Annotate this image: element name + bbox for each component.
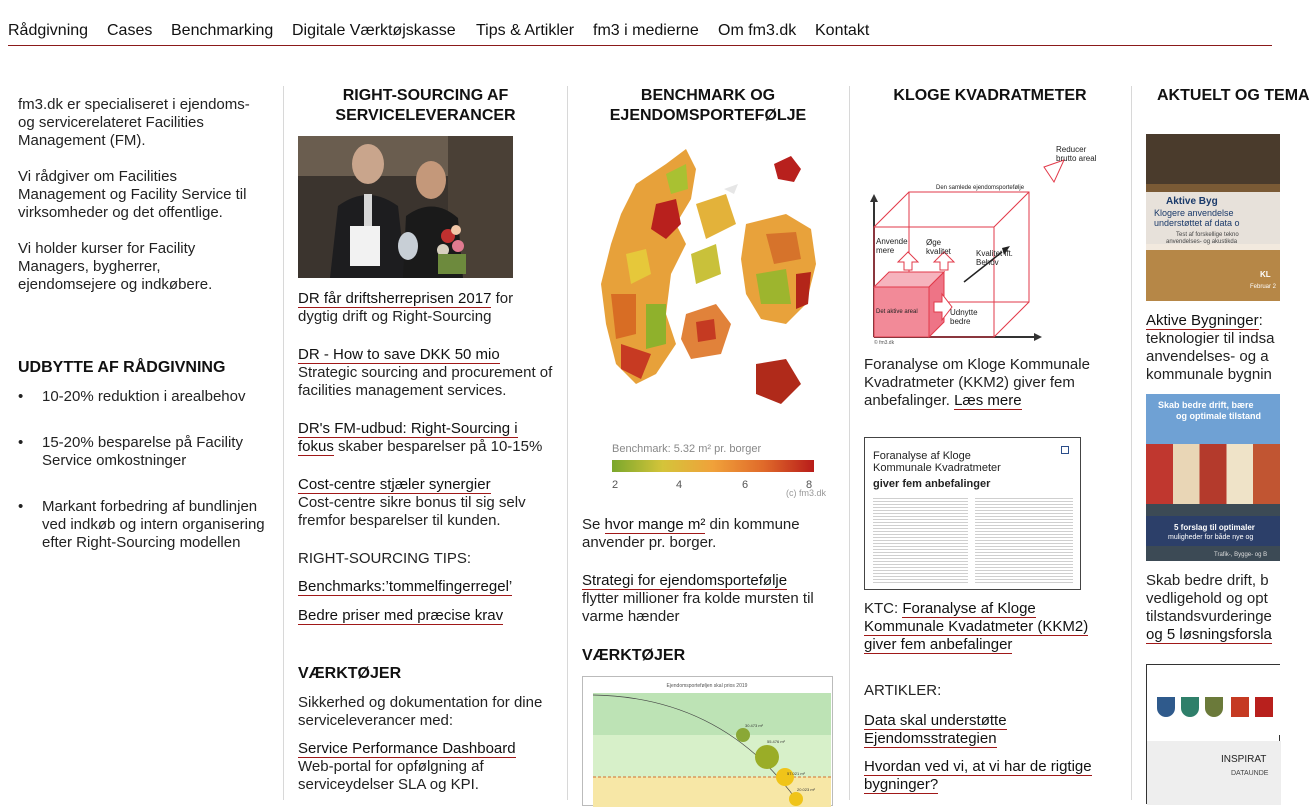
skab-bedre-drift-image[interactable] — [1146, 394, 1280, 561]
legend-tick: 4 — [676, 479, 683, 491]
benefit-text: Markant forbedring af bundlinjen ved indkøb og intern organisering efter Right-Sourcing modellen — [42, 498, 265, 551]
diagram-label: mere — [876, 246, 895, 255]
article-dr-fm-udbud — [298, 420, 556, 456]
diagram-label: kvalitet — [926, 247, 951, 256]
nav-tips-artikler[interactable]: Tips & Artikler — [476, 22, 575, 39]
nav-benchmarking[interactable]: Benchmarking — [171, 22, 274, 39]
portfolio-chart-thumbnail[interactable] — [582, 676, 833, 806]
article-dr-driftsherreprisen — [298, 290, 548, 326]
column-benchmark — [582, 86, 840, 800]
bubble-label: 57.021 m² — [787, 771, 806, 776]
diagram-label: Reducer — [1056, 145, 1087, 154]
kkm2-paragraph — [864, 356, 1114, 410]
column-intro — [18, 86, 273, 800]
tool-text: Web-portal for opfølgning af serviceydelser SLA og KPI. — [298, 758, 484, 793]
section-heading: RIGHT-SOURCING AF SERVICELEVERANCER — [335, 87, 516, 124]
article-link-data-ejendomsstrategi[interactable]: Data skal understøtte Ejendomsstrategien — [864, 712, 1007, 747]
municipality-logo-icon — [1205, 697, 1223, 717]
benefit-text: 10-20% reduktion i arealbehov — [42, 388, 246, 405]
nav-fm3-i-medierne[interactable]: fm3 i medierne — [593, 22, 699, 39]
image-text: DATAUNDE — [1231, 770, 1269, 777]
benchmark-text: din kommune anvender pr. borger. — [582, 516, 800, 551]
aktive-bygninger-text: : teknologier til indsa anvendelses- og a kommunale bygnin — [1146, 312, 1275, 383]
bullet-glyph: • — [18, 388, 24, 405]
image-text: 5 forslag til optimaler — [1174, 523, 1255, 532]
denmark-benchmark-map[interactable] — [596, 144, 826, 414]
municipality-logo-icon — [1181, 697, 1199, 717]
image-caption: anvendelses- og akustikda — [1166, 239, 1238, 245]
benefit-item — [18, 388, 273, 406]
diagram-label: Den samlede ejendomsportefølje — [936, 185, 1025, 191]
doc-logo-icon — [1061, 446, 1069, 454]
tools-heading: VÆRKTØJER — [298, 665, 402, 682]
image-text: muligheder for både nye og — [1168, 534, 1254, 541]
image-text: INSPIRAT — [1221, 754, 1267, 765]
doc-text-block — [975, 496, 1073, 584]
article-link-rigtige-bygninger[interactable]: Hvordan ved vi, at vi har de rigtige bygninger? — [864, 758, 1092, 793]
kkm2-diagram[interactable] — [864, 142, 1104, 344]
tool-link[interactable]: Service Performance Dashboard — [298, 740, 516, 757]
legend-title: Benchmark: 5.32 m² pr. borger — [612, 443, 762, 455]
image-kl: KL — [1260, 270, 1271, 279]
benchmark-link[interactable]: hvor mange m² — [604, 516, 706, 533]
article-dr-save — [298, 346, 553, 400]
section-heading: BENCHMARK OG EJENDOMSPORTEFØLJE — [609, 87, 807, 124]
kkm2-document-thumbnail[interactable] — [864, 437, 1081, 590]
intro-paragraph: Vi rådgiver om Facilities Management og Facility Service til virksomheder og det offentlige. — [18, 168, 247, 221]
column-divider — [567, 86, 568, 800]
benefit-text: 15-20% besparelse på Facility Service omkostninger — [42, 434, 243, 469]
legend-tick: 8 — [806, 479, 813, 491]
tool-service-dashboard — [298, 740, 548, 794]
image-date: Februar 2 — [1250, 284, 1277, 290]
legend-ticks — [612, 472, 826, 491]
intro-paragraph: fm3.dk er specialiseret i ejendoms- og servicerelateret Facilities Management (FM). — [18, 96, 250, 149]
image-text: Trafik-, Bygge- og B — [1214, 552, 1268, 558]
image-title: Aktive Byg — [1166, 196, 1218, 207]
nav-cases[interactable]: Cases — [107, 22, 153, 39]
article-text: Strategic sourcing and procurement of facilities management services. — [298, 364, 553, 399]
strategy-text: flytter millioner fra kolde mursten til varme hænder — [582, 590, 814, 625]
strategy-link[interactable]: Strategi for ejendomsportefølje — [582, 572, 788, 589]
diagram-label: Udnytte — [950, 308, 978, 317]
column-right-sourcing — [298, 86, 558, 800]
article-link[interactable]: DR - How to save DKK 50 mio — [298, 346, 500, 363]
diagram-label: © fm3.dk — [874, 340, 895, 346]
benefit-item — [18, 434, 273, 470]
tip-link-benchmarks[interactable]: Benchmarks:’tommelfingerregel’ — [298, 578, 513, 595]
legend-tick: 2 — [612, 479, 619, 491]
article-text: Cost-centre sikre bonus til sig selv fremfor besparelser til kunden. — [298, 494, 526, 529]
diagram-label: Behov — [976, 258, 999, 267]
diagram-label: Anvende — [876, 237, 908, 246]
intro-paragraph: Vi holder kurser for Facility Managers, bygherrer, ejendomsejere og indkøbere. — [18, 240, 213, 293]
doc-subtitle: giver fem anbefalinger — [873, 478, 991, 490]
image-caption: Test af forskellige tekno — [1176, 232, 1239, 238]
article-link[interactable]: DR får driftsherreprisen 2017 — [298, 290, 492, 307]
municipality-logo-icon — [1255, 697, 1273, 717]
diagram-label: bedre — [950, 317, 971, 326]
skab-bedre-drift-paragraph — [1146, 572, 1280, 644]
diagram-label: Øge — [926, 238, 942, 247]
benchmark-paragraph — [582, 516, 832, 552]
image-logo-band — [1147, 665, 1281, 735]
chart-thumb-title: Ejendomsporteføljen skal prios 2019 — [666, 683, 748, 689]
tip-link-bedre-priser[interactable]: Bedre priser med præcise krav — [298, 607, 504, 624]
benchmark-legend — [612, 442, 826, 504]
ktc-link[interactable]: Foranalyse af Kloge Kommunale Kvadatmeter (KKM2) giver fem anbefalinger — [864, 600, 1089, 653]
top-navigation — [8, 20, 1272, 46]
benefit-item — [18, 498, 273, 552]
image-subtitle: understøttet af data o — [1154, 218, 1240, 228]
aktive-bygninger-link[interactable]: Aktive Bygninger — [1146, 312, 1259, 329]
nav-kontakt[interactable]: Kontakt — [815, 22, 870, 39]
tips-label: RIGHT-SOURCING TIPS: — [298, 550, 472, 567]
bubble-label: 30.473 m² — [745, 723, 764, 728]
article-link[interactable]: Cost-centre stjæler synergier — [298, 476, 491, 493]
diagram-label: Det aktive areal — [876, 309, 918, 315]
image-text: og optimale tilstand — [1176, 411, 1262, 421]
legend-tick: 6 — [742, 479, 749, 491]
bullet-glyph: • — [18, 434, 24, 451]
diagram-label: brutto areal — [1056, 154, 1097, 163]
bullet-glyph: • — [18, 498, 24, 515]
laes-mere-link[interactable]: Læs mere — [954, 392, 1022, 409]
article-link[interactable]: DR's FM-udbud: Right-Sourcing i fokus — [298, 420, 518, 455]
article-cost-centre — [298, 476, 548, 530]
municipality-logo-icon — [1231, 697, 1249, 717]
article-text: for dygtig drift og Right-Sourcing — [298, 290, 514, 325]
bubble-label: 20.023 m² — [797, 787, 816, 792]
doc-text-block — [873, 496, 968, 584]
aktive-bygninger-paragraph — [1146, 312, 1280, 384]
inspiration-image[interactable] — [1146, 664, 1280, 804]
award-photo[interactable] — [298, 136, 513, 278]
image-ceiling — [1146, 134, 1280, 184]
doc-title: Foranalyse af Kloge Kommunale Kvadratmeter — [873, 450, 1001, 474]
column-divider — [283, 86, 284, 800]
strategy-paragraph — [582, 572, 832, 626]
image-text: Skab bedre drift, bære — [1158, 400, 1254, 410]
bubble-label: 55.476 m² — [767, 739, 786, 744]
article-text: skaber besparelser på 10-15% — [333, 438, 543, 455]
image-subtitle: Klogere anvendelse — [1154, 208, 1234, 218]
loesningsforslag-link[interactable]: og 5 løsningsforsla — [1146, 626, 1272, 643]
aktive-bygninger-image[interactable] — [1146, 134, 1280, 301]
section-heading: KLOGE KVADRATMETER — [893, 87, 1087, 104]
nav-om-fm3[interactable]: Om fm3.dk — [718, 22, 797, 39]
diagram-label: Kvalitet ift. — [976, 249, 1013, 258]
column-divider — [849, 86, 850, 800]
ktc-paragraph — [864, 600, 1114, 654]
tools-heading: VÆRKTØJER — [582, 647, 686, 664]
articles-label: ARTIKLER: — [864, 682, 942, 699]
ktc-label: KTC: — [864, 600, 903, 617]
skab-text: Skab bedre drift, b vedligehold og opt tilstandsvurderinge — [1146, 572, 1272, 625]
column-aktuelt — [1146, 86, 1310, 800]
column-divider — [1131, 86, 1132, 800]
benefits-heading: UDBYTTE AF RÅDGIVNING — [18, 359, 226, 376]
nav-digitale-vaerktoejskasse[interactable]: Digitale Værktøjskasse — [292, 22, 456, 39]
section-heading: AKTUELT OG TEMA — [1157, 87, 1310, 104]
benchmark-text: Se — [582, 516, 605, 533]
municipality-logo-icon — [1157, 697, 1175, 717]
kkm2-text: Foranalyse om Kloge Kommunale Kvadratmeter (KKM2) giver fem anbefalinger. — [864, 356, 1090, 409]
legend-gradient — [612, 460, 814, 472]
tools-text: Sikkerhed og dokumentation for dine serviceleverancer med: — [298, 694, 543, 729]
column-kloge-kvadratmeter — [864, 86, 1122, 800]
nav-raadgivning[interactable]: Rådgivning — [8, 22, 89, 39]
image-houses — [1146, 444, 1280, 504]
legend-copyright: (c) fm3.dk — [785, 488, 826, 498]
